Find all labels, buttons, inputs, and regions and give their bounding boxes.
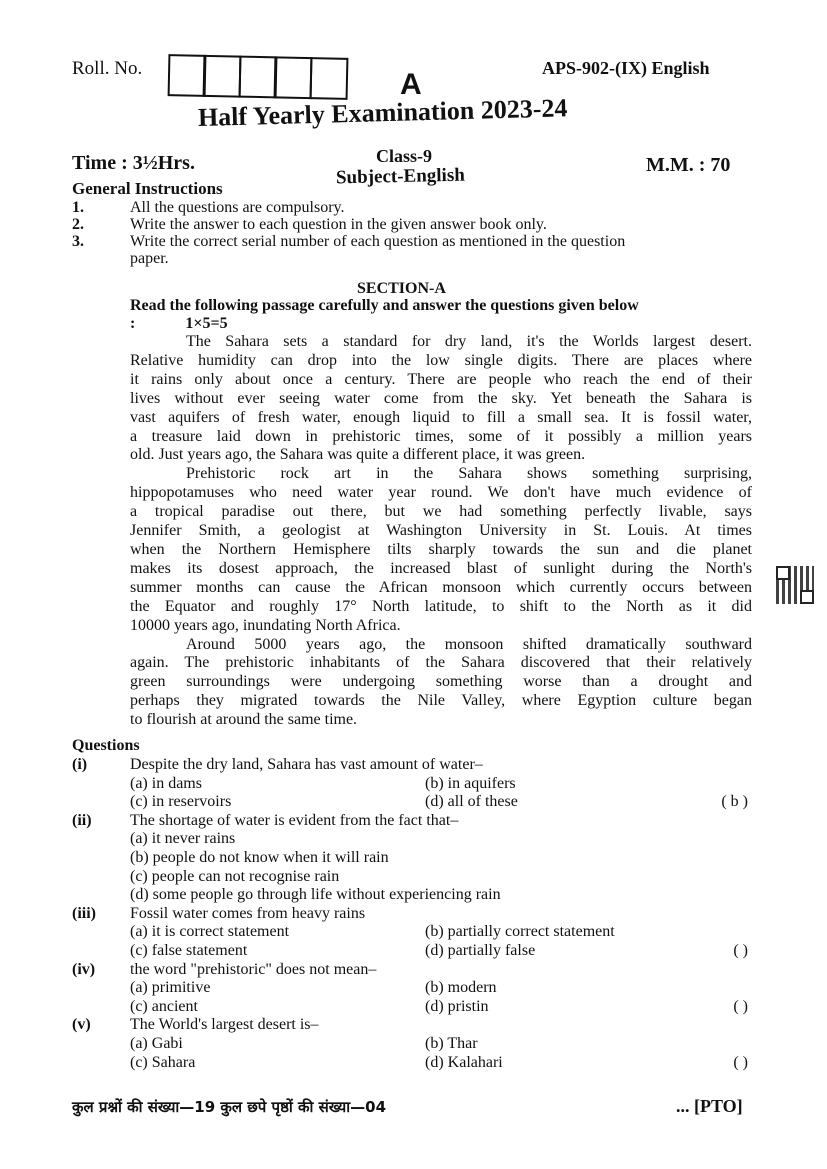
passage-line: a treasure laid down in prehistoric times, some of it possibly a million years: [130, 427, 752, 445]
option-c: (c) Sahara: [130, 1053, 196, 1071]
option-b: (b) partially correct statement: [425, 923, 615, 941]
passage-line: again. The prehistoric inhabitants of the Sahara discovered that their relatively: [130, 654, 752, 672]
passage-paragraph: [130, 636, 752, 731]
spacer: [685, 1035, 762, 1054]
passage-line: it rains only about once a century. There are people who reach the end of their: [130, 370, 752, 388]
question: [72, 905, 762, 961]
question-options: [130, 923, 762, 960]
answer-bracket: ( b ): [721, 793, 748, 811]
question-number: (ii): [72, 811, 92, 829]
passage-paragraph: [130, 465, 752, 635]
exam-title: Half Yearly Examination 2023-24: [197, 93, 568, 132]
option-d: (d) all of these: [425, 793, 518, 811]
passage-line: green surroundings were undergoing something worse than a drought and: [130, 673, 752, 691]
passage-line: perhaps they migrated towards the Nile Valley, where Egyption culture began: [130, 692, 752, 710]
instruction-item: [72, 216, 547, 233]
question: [72, 1016, 762, 1072]
question-text: the word "prehistoric" does not mean–: [130, 960, 377, 978]
question-stem: [72, 1016, 762, 1035]
spacer: [685, 923, 762, 942]
answer-bracket: ( ): [733, 997, 748, 1015]
option-a: (a) in dams: [130, 774, 202, 792]
passage-line: hippopotamuses who need water year round. We don't have much evidence of: [130, 484, 752, 502]
roll-box: [203, 55, 242, 98]
instruction-text: Write the correct serial number of each question as mentioned in the question: [130, 233, 626, 250]
instruction-number: [72, 250, 130, 267]
instruction-item: [72, 233, 625, 250]
section-instruction: Read the following passage carefully and answer the questions given below: [130, 297, 639, 314]
paper-code: APS-902-(IX) English: [542, 58, 710, 78]
footer-pto: ... [PTO]: [676, 1096, 743, 1116]
instruction-text: Write the answer to each question in the given answer book only.: [130, 216, 547, 233]
roll-box: [238, 56, 277, 99]
option-d: (d) pristin: [425, 997, 489, 1015]
roll-box: [309, 57, 348, 100]
reading-passage: [130, 333, 752, 730]
passage-line: The Sahara sets a standard for dry land, it's the Worlds largest desert.: [186, 333, 752, 350]
question-options: [130, 775, 762, 812]
section-title: SECTION-A: [357, 280, 446, 297]
roll-number-boxes: [170, 54, 348, 100]
spacer: [685, 979, 762, 998]
question-text: Fossil water comes from heavy rains: [130, 904, 366, 922]
marks-value: 1×5=5: [185, 315, 228, 332]
instruction-text: All the questions are compulsory.: [130, 199, 345, 216]
question-text: Despite the dry land, Sahara has vast amount of water–: [130, 756, 483, 773]
passage-line: Around 5000 years ago, the monsoon shifted dramatically southward: [186, 635, 752, 653]
passage-line: Prehistoric rock art in the Sahara shows something surprising,: [186, 465, 752, 483]
question-stem: [72, 756, 762, 775]
passage-line: makes its dosest approach, the increased blast of sunlight during the North's: [130, 559, 752, 577]
passage-line: to flourish at around the same time.: [130, 711, 358, 729]
footer-counts: कुल प्रश्नों की संख्या—19 कुल छपे पृष्ठों की संख्या—04: [72, 1098, 387, 1116]
passage-line: vast aquifers of fresh water, enough liquid to fill a small sea. It is fossil water,: [130, 408, 752, 426]
question-stem: [72, 961, 762, 980]
colon: :: [130, 315, 136, 332]
passage-line: 10000 years ago, inundating North Africa.: [130, 616, 401, 634]
paper-set: A: [400, 68, 422, 101]
question-options: [130, 1035, 762, 1072]
option-a: (a) Gabi: [130, 1034, 183, 1052]
passage-paragraph: [130, 333, 752, 465]
option-a: (a) primitive: [130, 979, 211, 997]
passage-line: when the Northern Hemisphere tilts sharply towards the sun and die planet: [130, 540, 752, 558]
question-number: (iii): [72, 904, 96, 922]
qr-code: [776, 566, 814, 604]
question-text: The shortage of water is evident from the fact that–: [130, 811, 459, 829]
question-stem: [72, 905, 762, 924]
roll-box: [274, 56, 313, 99]
spacer: [685, 775, 762, 794]
max-marks: M.M. : 70: [646, 154, 731, 176]
question: [72, 812, 762, 905]
instruction-number: 2.: [72, 216, 84, 233]
questions-list: [72, 756, 762, 1072]
instruction-item: [72, 199, 344, 216]
section-marks: [130, 315, 228, 332]
subject-label: Subject-English: [335, 164, 466, 189]
option-d: (d) partially false: [425, 941, 536, 959]
passage-line: Relative humidity can drop into the low single digits. There are places where: [130, 351, 752, 369]
answer-bracket: ( ): [733, 941, 748, 959]
option-b: (b) in aquifers: [425, 774, 516, 792]
roll-box: [167, 54, 206, 97]
question-options: [130, 979, 762, 1016]
passage-line: Jennifer Smith, a geologist at Washington University in St. Louis. At times: [130, 522, 752, 540]
option-d: (d) some people go through life without experiencing rain: [130, 886, 501, 904]
option-c: (c) people can not recognise rain: [130, 867, 340, 885]
instruction-text: paper.: [130, 250, 169, 267]
option-d: (d) Kalahari: [425, 1053, 503, 1071]
option-c: (c) ancient: [130, 997, 198, 1015]
passage-line: summer months can cause the African monsoon which currently occurs between: [130, 578, 752, 596]
option-b: (b) people do not know when it will rain: [130, 848, 389, 866]
passage-line: a tropical paradise out there, but we had something perfectly livable, says: [130, 503, 752, 521]
passage-line: lives without ever seeing water come from the sky. Yet beneath the Sahara is: [130, 389, 752, 407]
class-label: Class-9: [376, 146, 433, 166]
passage-line: old. Just years ago, the Sahara was quite a different place, it was green.: [130, 446, 586, 464]
question: [72, 756, 762, 812]
answer-bracket: ( ): [733, 1053, 748, 1071]
question-stem: [72, 812, 762, 831]
option-a: (a) it is correct statement: [130, 923, 290, 941]
instruction-item: [72, 250, 169, 267]
question-number: (v): [72, 1016, 91, 1034]
option-b: (b) Thar: [425, 1034, 478, 1052]
question-number: (i): [72, 756, 88, 773]
instruction-number: 1.: [72, 199, 84, 216]
questions-heading: Questions: [72, 737, 140, 754]
option-c: (c) in reservoirs: [130, 793, 232, 811]
time-allowed: Time : 3½Hrs.: [72, 152, 195, 174]
instructions-heading: General Instructions: [72, 179, 223, 198]
question-options: [130, 830, 762, 904]
option-a: (a) it never rains: [130, 830, 236, 848]
option-b: (b) modern: [425, 979, 497, 997]
passage-line: the Equator and roughly 17° North latitude, to shift to the North as it did: [130, 597, 752, 615]
question: [72, 961, 762, 1017]
instruction-number: 3.: [72, 233, 84, 250]
question-number: (iv): [72, 960, 96, 978]
roll-number-label: Roll. No.: [72, 58, 143, 79]
question-text: The World's largest desert is–: [130, 1016, 319, 1034]
option-c: (c) false statement: [130, 941, 248, 959]
